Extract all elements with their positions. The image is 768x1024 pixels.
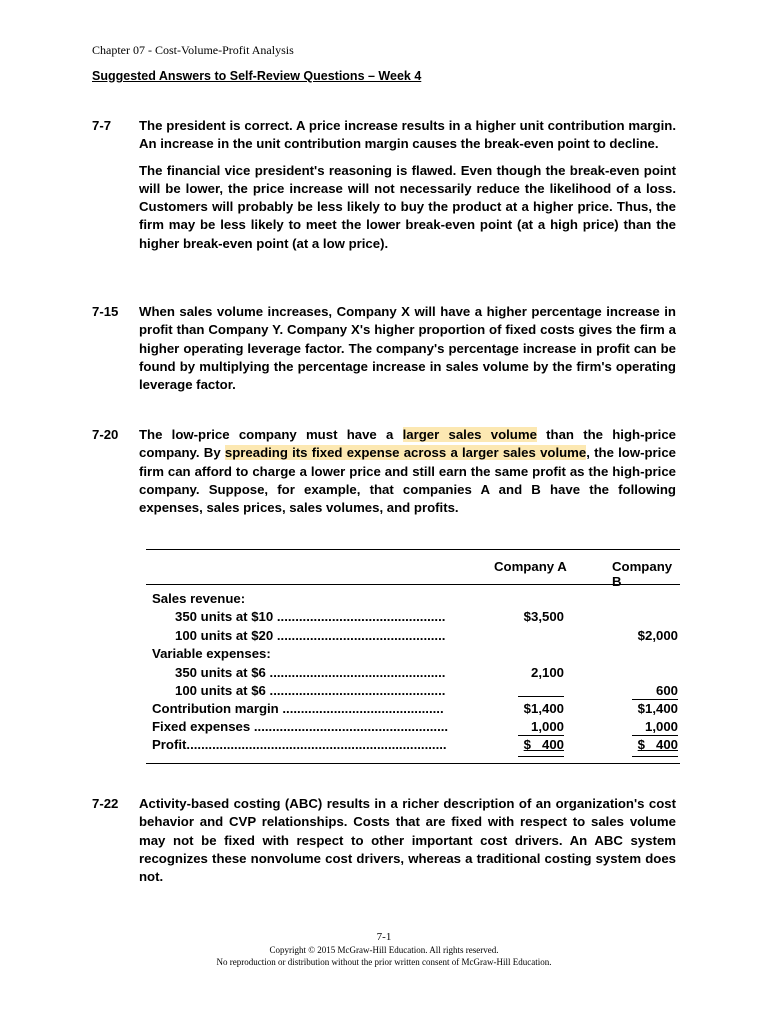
question-7-15 [92,303,676,394]
answer-text: , the low-price firm can afford to charge a lower price and still earn the same profit as the high-price company. Suppose, for example, that companies A and B have the following expenses, sales prices, sales volumes, and profits. [139,445,677,516]
question-7-7 [92,117,676,253]
row-label: 350 units at $10 .............................................. [175,609,446,624]
question-7-22 [92,795,676,886]
table-row [146,590,680,608]
table-row [146,664,680,682]
total-rule [518,756,564,757]
question-number: 7-15 [92,304,119,319]
row-label: Profit....................................................................... [152,737,447,752]
answer-text: The low-price company must have a [139,427,403,442]
answer-paragraph [139,426,676,517]
company-b-value: $1,400 [637,701,678,716]
table-row [146,718,680,736]
answer-paragraph: Activity-based costing (ABC) results in a richer description of an organization's cost behavior and CVP relationships. Costs that are fixed with respect to sales volume may not be fixed with respect to other important cost drivers. An ABC system recognizes these nonvolume cost drivers, whereas a traditional costing system does not. [139,796,676,885]
table-row [146,627,680,645]
table-row [146,645,680,663]
row-label: 100 units at $6 ................................................ [175,683,446,698]
company-b-value: $2,000 [637,628,678,643]
company-a-value: $1,400 [523,701,564,716]
question-number: 7-7 [92,118,112,133]
answer-paragraph: The president is correct. A price increase results in a higher unit contribution margin. An increase in the unit contribution margin causes the break-even point to decline. [139,118,676,152]
question-number: 7-20 [92,427,119,442]
column-header-company-a: Company A [494,559,567,574]
table-row [146,736,680,754]
company-b-value: $ 400 [637,737,678,752]
reproduction-notice: No reproduction or distribution without the prior written consent of McGraw-Hill Education. [216,957,552,967]
question-number: 7-22 [92,796,119,811]
row-label: Fixed expenses ..................................................... [152,719,449,734]
answer-text: than the high-price company. By [139,427,676,461]
page-subtitle: Suggested Answers to Self-Review Questions – Week 4 [92,69,422,83]
table-row [146,608,680,626]
company-b-value: 1,000 [644,719,678,734]
row-label: 350 units at $6 ................................................ [175,665,446,680]
answer-paragraph: When sales volume increases, Company X will have a higher percentage increase in profit than Company Y. Company X's higher proportion of fixed costs gives the firm a higher operating leverage factor. The company's percentage increase in profit can be found by multiplying the percentage increase in sales volume by the firm's operating leverage factor. [139,304,676,393]
company-a-value: $ 400 [523,737,564,752]
column-header-company-b: Company B [612,559,673,589]
company-a-value: 2,100 [530,665,564,680]
row-label: 100 units at $20 .............................................. [175,628,446,643]
company-b-value: 600 [655,683,678,698]
company-a-value: 1,000 [530,719,564,734]
comparison-table [146,549,680,764]
chapter-header: Chapter 07 - Cost-Volume-Profit Analysis [92,43,294,57]
row-label: Sales revenue: [152,591,246,606]
copyright-line: Copyright © 2015 McGraw-Hill Education. All rights reserved. [269,945,499,955]
highlight-larger-sales-volume: larger sales volume [402,427,537,442]
question-7-20 [92,426,676,517]
header-divider [146,584,680,585]
page-number: 7-1 [376,931,392,943]
company-a-value: $3,500 [523,609,564,624]
row-label: Variable expenses: [152,646,271,661]
highlight-spreading-fixed-expense: spreading its fixed expense across a larger sales volume [224,445,587,461]
total-rule [632,756,678,757]
table-row [146,700,680,718]
table-row [146,682,680,700]
answer-paragraph: The financial vice president's reasoning is flawed. Even though the break-even point will be lower, the price increase will not necessarily reduce the likelihood of a loss. Customers will probably be less likely to buy the product at a higher price. Thus, the firm may be less likely to meet the lower break-even point (at a high price) than the higher break-even point (at a low price). [139,162,676,251]
row-label: Contribution margin ............................................ [152,701,444,716]
